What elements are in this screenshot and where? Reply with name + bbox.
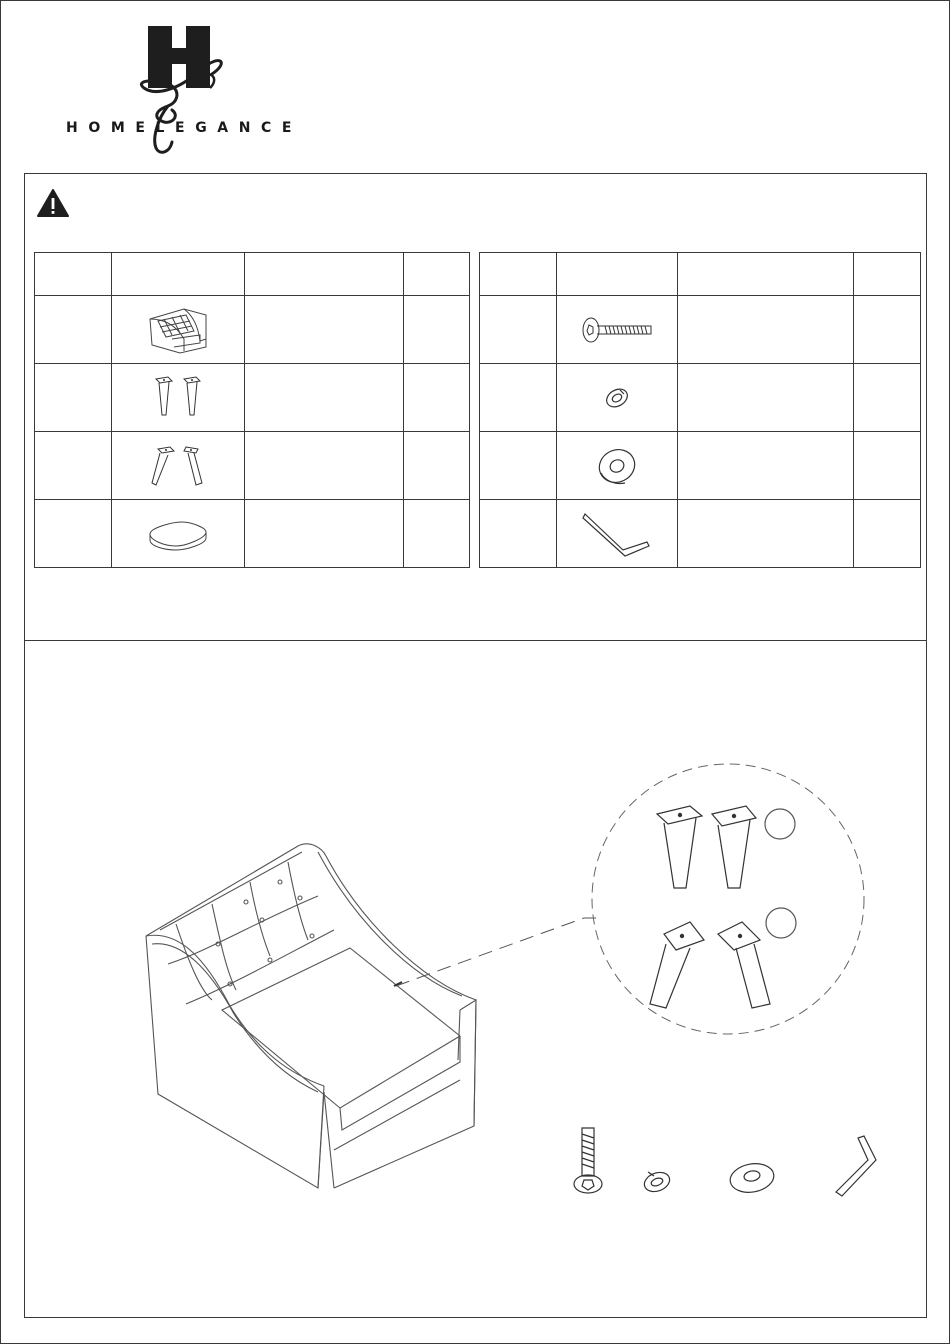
flat-washer-icon bbox=[728, 1160, 776, 1195]
spring-washer-icon bbox=[642, 1169, 673, 1195]
allen-key-icon bbox=[836, 1136, 876, 1196]
angled-legs-detail bbox=[650, 922, 770, 1008]
callout-leader-line bbox=[396, 918, 600, 986]
step-marker-circle bbox=[766, 908, 796, 938]
straight-legs-detail bbox=[657, 806, 756, 888]
brand-wordmark: HOMELEGANCE bbox=[66, 120, 303, 136]
bolt-icon bbox=[574, 1128, 602, 1193]
hardware-row bbox=[574, 1128, 876, 1196]
step-marker-circle bbox=[765, 809, 795, 839]
armchair-illustration bbox=[146, 844, 476, 1188]
leg-detail-callout bbox=[592, 764, 864, 1034]
